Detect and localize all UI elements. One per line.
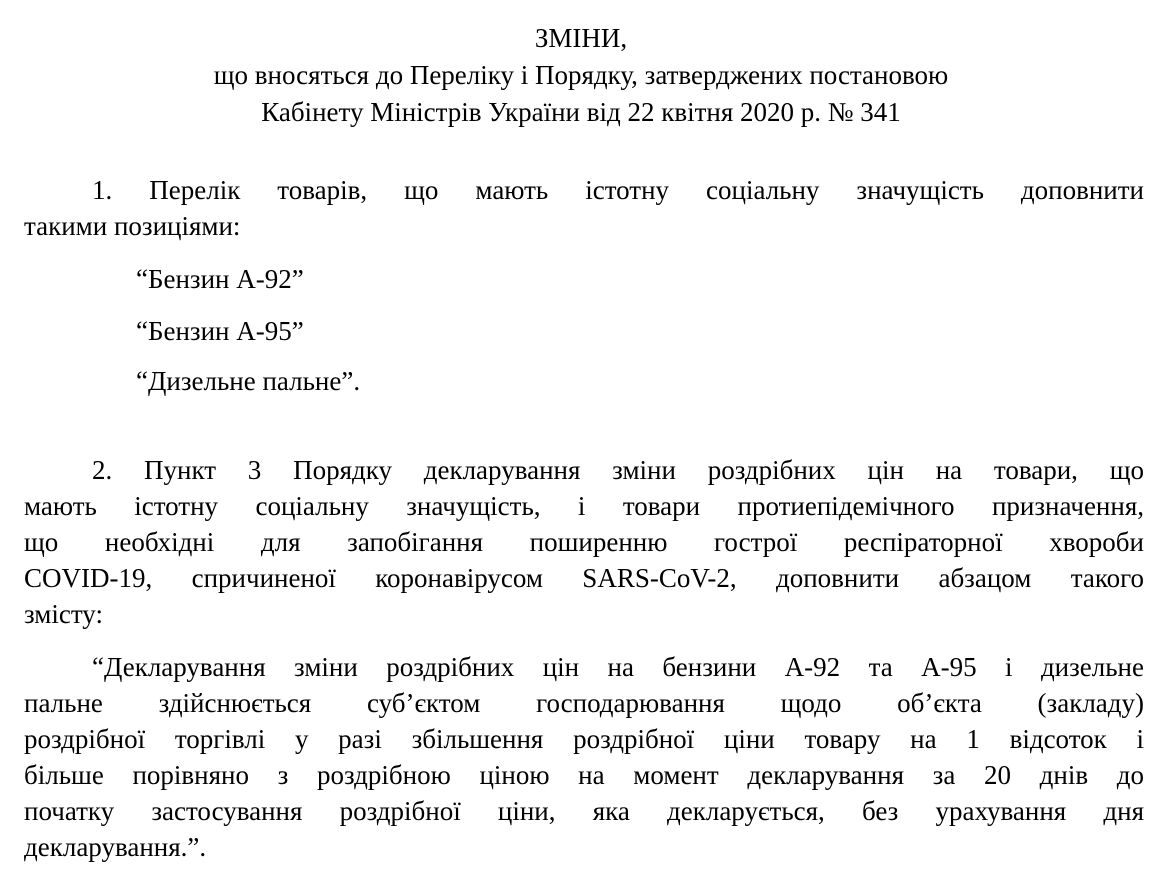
section-1-line-2: такими позиціями: [24, 211, 241, 241]
section-2-line: COVID-19, спричиненої коронавірусом SARS-CoV-2, доповнити абзацом такого [24, 563, 1144, 593]
list-item: “Бензин А-95” [136, 316, 304, 346]
section-1-line-1: 1. Перелік товарів, що мають істотну соціальну значущість доповнити [92, 175, 1144, 205]
section-3-line: більше порівняно з роздрібною ціною на момент декларування за 20 днів до [24, 760, 1144, 790]
section-3-line: роздрібної торгівлі у разі збільшення роздрібної ціни товару на 1 відсоток і [24, 724, 1144, 754]
section-2-line: змісту: [24, 599, 103, 629]
title-line-2: що вносяться до Переліку і Порядку, затверджених постановою [213, 60, 949, 90]
section-3-paragraph [24, 649, 1144, 865]
title-line-3: Кабінету Міністрів України від 22 квітня 2020 р. № 341 [261, 97, 901, 127]
document-title [0, 20, 1162, 131]
section-3-line: початку застосування роздрібної ціни, яка декларується, без урахування дня [24, 796, 1144, 826]
list-item: “Дизельне пальне”. [136, 366, 361, 396]
section-2-line: 2. Пункт 3 Порядку декларування зміни роздрібних цін на товари, що [92, 455, 1144, 485]
section-2-line: що необхідні для запобігання поширенню гострої респіраторної хвороби [24, 527, 1144, 557]
section-2-paragraph [24, 452, 1144, 632]
section-2-line: мають істотну соціальну значущість, і товари протиепідемічного призначення, [24, 491, 1144, 521]
section-3-line: декларування.”. [24, 832, 207, 862]
section-3-line: “Декларування зміни роздрібних цін на бензини А-92 та А-95 і дизельне [92, 652, 1144, 682]
list-item: “Бензин А-92” [136, 264, 304, 294]
section-1-paragraph [24, 172, 1144, 244]
section-3-line: пальне здійснюється суб’єктом господарювання щодо об’єкта (закладу) [24, 688, 1144, 718]
title-line-1: ЗМІНИ, [534, 23, 628, 53]
